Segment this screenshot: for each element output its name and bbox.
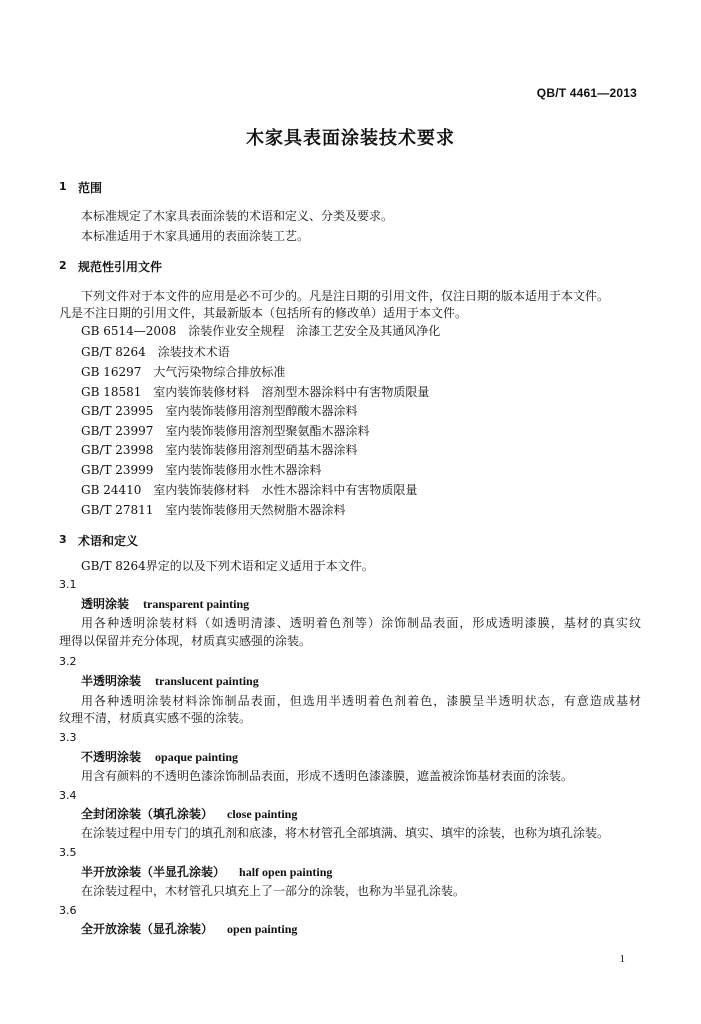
standard-code: QB/T 4461—2013 xyxy=(536,86,637,100)
term-name-zh: 半开放涂装（半显孔涂装） xyxy=(81,865,226,879)
term-number: 3.2 xyxy=(59,655,77,668)
term-name-en: close painting xyxy=(227,807,298,821)
term-definition: 在涂装过程中用专门的填孔剂和底漆，将木材管孔全部填满、填实、填牢的涂装，也称为填孔涂装。 xyxy=(81,826,610,840)
section-1-paragraph: 本标准规定了木家具表面涂装的术语和定义、分类及要求。 xyxy=(81,209,394,223)
section-2-intro: 下列文件对于本文件的应用是必不可少的。凡是注日期的引用文件，仅注日期的版本适用于本文件。 xyxy=(81,289,610,303)
term-number: 3.3 xyxy=(59,731,77,744)
section-2-intro: 凡是不注日期的引用文件，其最新版本（包括所有的修改单）适用于本文件。 xyxy=(59,306,468,320)
term-heading xyxy=(81,807,297,821)
section-2-number: 2 xyxy=(59,259,67,272)
term-name-zh: 透明涂装 xyxy=(81,597,130,611)
section-2-title: 规范性引用文件 xyxy=(78,260,163,274)
document-title: 木家具表面涂装技术要求 xyxy=(246,128,455,149)
term-number: 3.4 xyxy=(59,789,77,802)
term-name-en: open painting xyxy=(227,922,298,936)
section-1-number: 1 xyxy=(59,180,67,193)
term-definition: 用各种透明涂装材料（如透明清漆、透明着色剂等）涂饰制品表面，形成透明漆膜，基材的真实纹 xyxy=(81,616,641,630)
term-heading xyxy=(81,750,238,764)
term-number: 3.1 xyxy=(59,578,77,591)
term-name-en: translucent painting xyxy=(155,674,259,688)
term-heading xyxy=(81,597,249,611)
term-heading xyxy=(81,922,297,936)
reference-item: GB 6514—2008 涂装作业安全规程 涂漆工艺安全及其通风净化 xyxy=(81,324,441,338)
term-name-zh: 半透明涂装 xyxy=(81,674,142,688)
term-name-zh: 全封闭涂装（填孔涂装） xyxy=(81,807,214,821)
reference-item: GB 16297 大气污染物综合排放标准 xyxy=(81,365,286,379)
term-heading xyxy=(81,674,259,688)
section-1-paragraph: 本标准适用于木家具通用的表面涂装工艺。 xyxy=(81,229,310,243)
reference-item: GB/T 23999 室内装饰装修用水性木器涂料 xyxy=(81,463,322,477)
term-definition: 用含有颜料的不透明色漆涂饰制品表面，形成不透明色漆漆膜，遮盖被涂饰基材表面的涂装。 xyxy=(81,769,574,783)
term-definition: 在涂装过程中，木材管孔只填充上了一部分的涂装，也称为半显孔涂装。 xyxy=(81,884,466,898)
term-name-zh: 全开放涂装（显孔涂装） xyxy=(81,922,214,936)
reference-item: GB/T 23995 室内装饰装修用溶剂型醇酸木器涂料 xyxy=(81,404,358,418)
term-heading xyxy=(81,865,332,879)
reference-item: GB 24410 室内装饰装修材料 水性木器涂料中有害物质限量 xyxy=(81,483,418,497)
reference-item: GB/T 23997 室内装饰装修用溶剂型聚氨酯木器涂料 xyxy=(81,424,370,438)
reference-item: GB/T 23998 室内装饰装修用溶剂型硝基木器涂料 xyxy=(81,443,358,457)
reference-item: GB 18581 室内装饰装修材料 溶剂型木器涂料中有害物质限量 xyxy=(81,385,430,399)
term-name-en: half open painting xyxy=(239,865,333,879)
term-name-en: opaque painting xyxy=(155,750,239,764)
term-definition: 纹理不清，材质真实感不强的涂装。 xyxy=(59,711,252,725)
reference-item: GB/T 27811 室内装饰装修用天然树脂木器涂料 xyxy=(81,503,346,517)
term-definition: 用各种透明涂装材料涂饰制品表面，但选用半透明着色剂着色，漆膜呈半透明状态，有意造成基材 xyxy=(81,694,641,708)
term-name-en: transparent painting xyxy=(143,597,250,611)
section-3-intro: GB/T 8264界定的以及下列术语和定义适用于本文件。 xyxy=(81,559,374,573)
term-definition: 理得以保留并充分体现，材质真实感强的涂装。 xyxy=(59,634,312,648)
page-number: 1 xyxy=(619,953,625,965)
reference-item: GB/T 8264 涂装技术术语 xyxy=(81,345,230,359)
term-number: 3.5 xyxy=(59,846,77,859)
section-3-number: 3 xyxy=(59,533,67,546)
term-name-zh: 不透明涂装 xyxy=(81,750,142,764)
section-1-title: 范围 xyxy=(78,181,103,195)
term-number: 3.6 xyxy=(59,904,77,917)
section-3-title: 术语和定义 xyxy=(78,534,139,548)
